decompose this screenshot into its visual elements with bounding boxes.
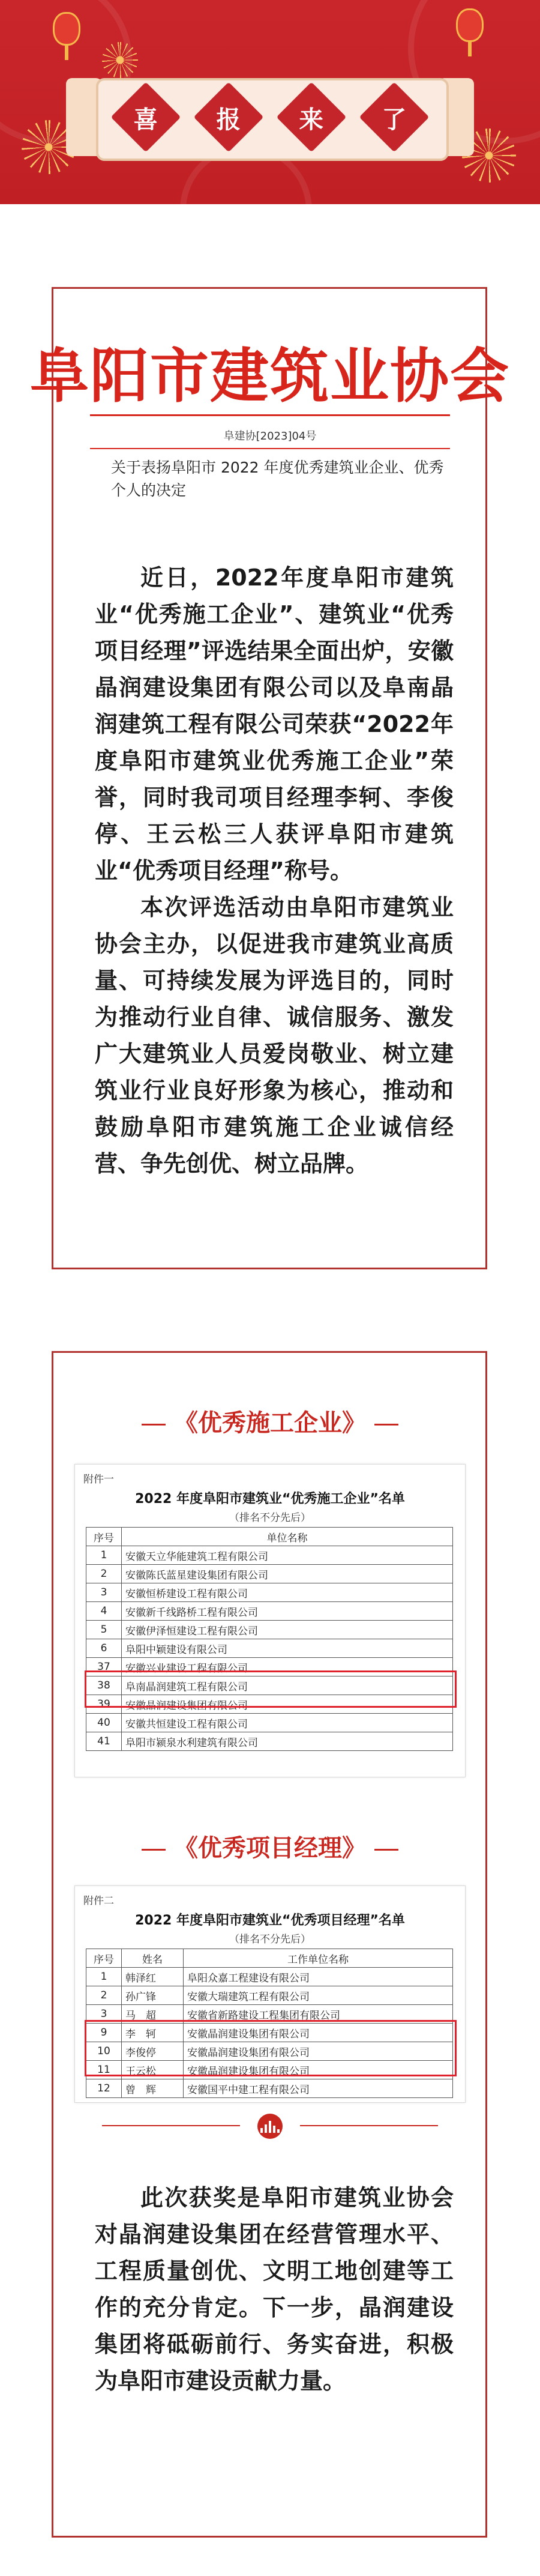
heading-dash [142, 1849, 166, 1851]
firework-icon [102, 42, 138, 78]
divider-line [300, 2125, 438, 2126]
table-cell: 马 超 [122, 2005, 184, 2024]
lantern-icon [53, 12, 80, 46]
table-cell: 李 轲 [122, 2024, 184, 2042]
list-title: 2022 年度阜阳市建筑业“优秀施工企业”名单 [135, 1492, 405, 1507]
table-row [86, 1583, 453, 1602]
table-cell: 安徽大瑞建筑工程有限公司 [184, 1986, 453, 2005]
table-cell: 安徽晶润建设集团有限公司 [122, 1695, 453, 1714]
section-heading-enterprise: 《优秀施工企业》 [0, 1404, 540, 1438]
table-cell: 1 [86, 1546, 122, 1565]
table-cell: 37 [86, 1658, 122, 1677]
table-row [86, 1732, 453, 1751]
table-cell: 安徽共恒建设工程有限公司 [122, 1714, 453, 1732]
table-cell: 2 [86, 1565, 122, 1583]
table-row [86, 1986, 453, 2005]
table-cell: 2 [86, 1986, 122, 2005]
banner-char: 来 [277, 82, 347, 153]
highlight-box [85, 1670, 457, 1708]
table-cell: 孙广锋 [122, 1986, 184, 2005]
table-cell: 安徽天立华能建筑工程有限公司 [122, 1546, 453, 1565]
paragraph: 此次获奖是阜阳市建筑业协会对晶润建设集团在经营管理水平、工程质量创优、文明工地创建等工作的充分肯定。下一步，晶润建设集团将砥砺前行、务实奋进，积极为阜阳市建设贡献力量。 [95, 2184, 454, 2394]
notice-body [95, 560, 454, 1182]
table-cell: 阜阳众嘉工程建设有限公司 [184, 1968, 453, 1986]
list-title: 2022 年度阜阳市建筑业“优秀项目经理”名单 [135, 1913, 405, 1928]
list-note: （排名不分先后） [229, 1512, 311, 1524]
col-header: 姓名 [122, 1949, 184, 1968]
table-cell: 4 [86, 1602, 122, 1621]
enterprise-table [86, 1527, 453, 1751]
col-header: 单位名称 [122, 1528, 453, 1546]
table-cell: 40 [86, 1714, 122, 1732]
table-row [86, 1546, 453, 1565]
table-row [86, 2079, 453, 2098]
table-cell: 安徽兴业建设工程有限公司 [122, 1658, 453, 1677]
divider-line [102, 2125, 240, 2126]
doc-number: 阜建协[2023]04号 [223, 430, 317, 443]
table-cell: 李俊停 [122, 2042, 184, 2061]
enterprise-list-image [74, 1464, 466, 1777]
table-row [86, 1714, 453, 1732]
table-cell: 安徽恒桥建设工程有限公司 [122, 1583, 453, 1602]
red-rule [90, 448, 450, 449]
header-banner [0, 0, 540, 204]
col-header: 工作单位名称 [184, 1949, 453, 1968]
section-heading-manager: 《优秀项目经理》 [0, 1829, 540, 1863]
table-row [86, 1602, 453, 1621]
heading-dash [374, 1849, 398, 1851]
table-cell: 阜阳市颍泉水利建筑有限公司 [122, 1732, 453, 1751]
table-cell: 安徽新千线路桥工程有限公司 [122, 1602, 453, 1621]
table-cell: 12 [86, 2079, 122, 2098]
manager-list-image [74, 1885, 466, 2103]
org-title: 阜阳市建筑业协会 [29, 342, 510, 411]
table-row [86, 1621, 453, 1639]
table-cell: 6 [86, 1639, 122, 1658]
attachment-label: 附件二 [83, 1895, 114, 1907]
table-cell: 9 [86, 2024, 122, 2042]
table-row [86, 1565, 453, 1583]
table-cell: 安徽晶润建设集团有限公司 [184, 2061, 453, 2079]
table-cell: 3 [86, 1583, 122, 1602]
table-cell: 安徽陈氏蓝星建设集团有限公司 [122, 1565, 453, 1583]
attachment-label: 附件一 [83, 1474, 114, 1486]
banner-title [114, 85, 426, 149]
list-note: （排名不分先后） [229, 1934, 311, 1946]
paragraph: 近日，2022年度阜阳市建筑业“优秀施工企业”、建筑业“优秀项目经理”评选结果全面出炉，安徽晶润建设集团有限公司以及阜南晶润建筑工程有限公司荣获“2022年度阜阳市建筑业优秀施工企业”荣誉，同时我司项目经理李轲、李俊停、王云松三人获评阜阳市建筑业“优秀项目经理”称号。 [95, 564, 454, 884]
bars-icon [257, 2114, 283, 2139]
table-cell: 10 [86, 2042, 122, 2061]
table-cell: 安徽国平中建工程有限公司 [184, 2079, 453, 2098]
banner-char: 报 [194, 82, 264, 153]
col-header: 序号 [86, 1949, 122, 1968]
red-rule [90, 414, 450, 416]
table-row [86, 1968, 453, 1986]
notice-subject: 关于表扬阜阳市 2022 年度优秀建筑业企业、优秀个人的决定 [111, 459, 444, 499]
table-cell: 1 [86, 1968, 122, 1986]
heading-dash [374, 1424, 398, 1426]
table-cell: 曾 辉 [122, 2079, 184, 2098]
table-cell: 阜阳中颖建设有限公司 [122, 1639, 453, 1658]
table-cell: 安徽晶润建设集团有限公司 [184, 2042, 453, 2061]
table-cell: 韩泽红 [122, 1968, 184, 1986]
table-cell: 39 [86, 1695, 122, 1714]
paragraph: 本次评选活动由阜阳市建筑业协会主办，以促进我市建筑业高质量、可持续发展为评选目的，同时为推动行业自律、诚信服务、激发广大建筑业人员爱岗敬业、树立建筑业行业良好形象为核心，推动和鼓励阜阳市建筑施工企业诚信经营、争先创优、树立品牌。 [95, 894, 454, 1177]
table-cell: 安徽省新路建设工程集团有限公司 [184, 2005, 453, 2024]
table-cell: 11 [86, 2061, 122, 2079]
closing-text [95, 2180, 454, 2399]
lantern-icon [456, 8, 484, 42]
col-header: 序号 [86, 1528, 122, 1546]
table-cell: 3 [86, 2005, 122, 2024]
table-cell: 38 [86, 1677, 122, 1695]
banner-char: 喜 [111, 82, 181, 153]
table-cell: 阜南晶润建筑工程有限公司 [122, 1677, 453, 1695]
table-cell: 5 [86, 1621, 122, 1639]
banner-char: 了 [359, 82, 430, 153]
table-cell: 41 [86, 1732, 122, 1751]
table-cell: 安徽伊泽恒建设工程有限公司 [122, 1621, 453, 1639]
heading-dash [142, 1424, 166, 1426]
table-cell: 安徽晶润建设集团有限公司 [184, 2024, 453, 2042]
table-cell: 王云松 [122, 2061, 184, 2079]
highlight-box [85, 2020, 457, 2076]
section-divider [90, 2114, 450, 2138]
table-row [86, 1639, 453, 1658]
